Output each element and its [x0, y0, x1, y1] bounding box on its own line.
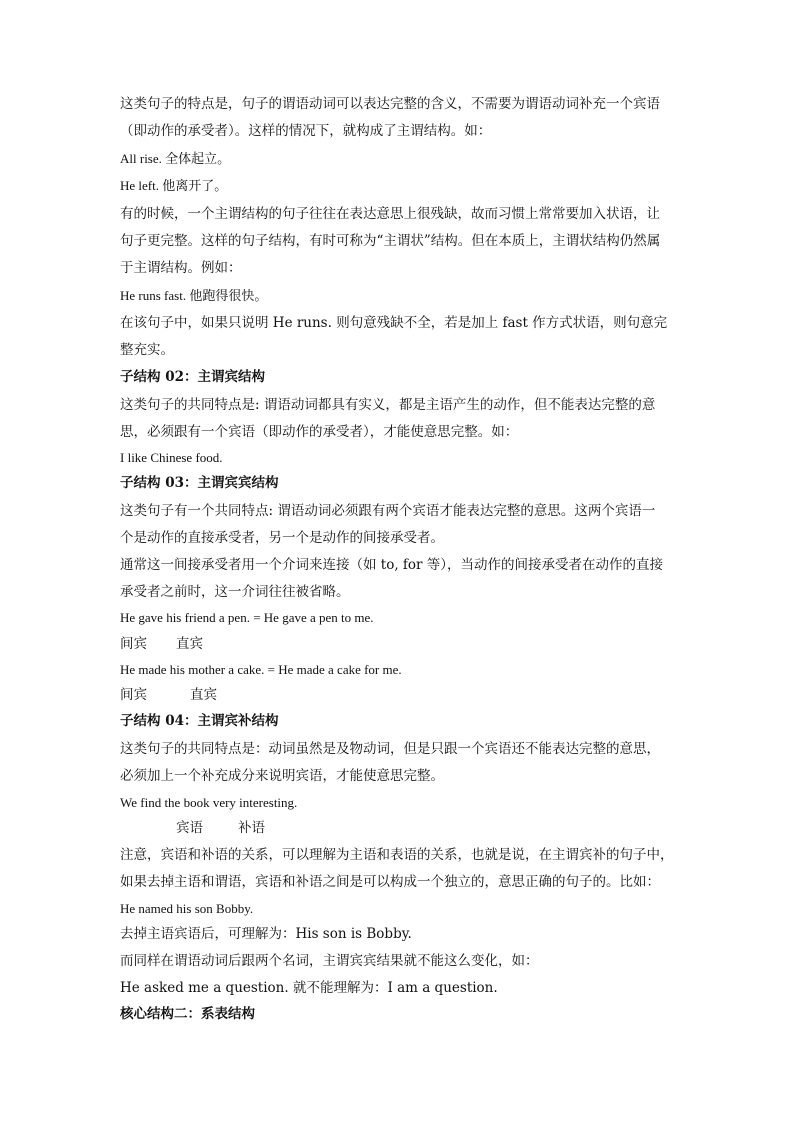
section-heading: 子结构 02：主谓宾结构	[120, 369, 265, 385]
grammar-label-complement: 补语	[238, 820, 265, 836]
paragraph-line: （即动作的承受者）。这样的情况下，就构成了主谓结构。如：	[120, 123, 492, 139]
paragraph-line: 这类句子的特点是，句子的谓语动词可以表达完整的含义，不需要为谓语动词补充一个宾语	[120, 96, 660, 112]
paragraph-line: 于主谓结构。例如：	[120, 260, 242, 276]
paragraph-line: 有的时候，一个主谓结构的句子往往在表达意思上很残缺，故而习惯上常常要加入状语，让	[120, 206, 660, 222]
paragraph-line: 这类句子有一个共同特点: 谓语动词必须跟有两个宾语才能表达完整的意思。这两个宾语一	[120, 503, 656, 519]
paragraph-line: 如果去掉主语和谓语，宾语和补语之间是可以构成一个独立的，意思正确的句子的。比如：	[120, 874, 660, 890]
example-sentence: I like Chinese food.	[120, 450, 223, 465]
paragraph-line: 而同样在谓语动词后跟两个名词，主谓宾宾结果就不能这么变化，如：	[120, 953, 539, 969]
example-sentence: He runs fast. 他跑得很快。	[120, 288, 268, 303]
paragraph-line: 必须加上一个补充成分来说明宾语，才能使意思完整。	[120, 768, 444, 784]
grammar-label-object: 宾语	[176, 820, 203, 836]
paragraph-line: 思，必须跟有一个宾语（即动作的承受者），才能使意思完整。如：	[120, 424, 519, 440]
example-sentence: He asked me a question. 就不能理解为：I am a question.	[120, 980, 498, 996]
grammar-label-indirect-object: 间宾	[120, 636, 147, 652]
paragraph-line: 承受者之前时，这一介词往往被省略。	[120, 584, 350, 600]
section-heading: 子结构 04：主谓宾补结构	[120, 713, 279, 729]
example-sentence: He made his mother a cake. = He made a cake for me.	[120, 662, 402, 677]
grammar-label-indirect-object: 间宾	[120, 687, 147, 703]
paragraph-line: 去掉主语宾语后，可理解为：His son is Bobby.	[120, 926, 412, 942]
paragraph-line: 这类句子的共同特点是：动词虽然是及物动词，但是只跟一个宾语还不能表达完整的意思，	[120, 741, 660, 757]
example-sentence: He left. 他离开了。	[120, 178, 228, 193]
section-heading: 子结构 03：主谓宾宾结构	[120, 475, 279, 491]
paragraph-line: 在该句子中，如果只说明 He runs. 则句意残缺不全，若是加上 fast 作方式状语，则句意完	[120, 315, 668, 331]
example-sentence: All rise. 全体起立。	[120, 151, 231, 166]
paragraph-line: 句子更完整。这样的句子结构，有时可称为“主谓状”结构。但在本质上，主谓状结构仍然属	[120, 233, 661, 249]
grammar-label-direct-object: 直宾	[190, 687, 217, 703]
paragraph-line: 整充实。	[120, 342, 174, 358]
example-sentence: He named his son Bobby.	[120, 901, 254, 916]
paragraph-line: 这类句子的共同特点是: 谓语动词都具有实义，都是主语产生的动作，但不能表达完整的意	[120, 397, 656, 413]
paragraph-line: 注意，宾语和补语的关系，可以理解为主语和表语的关系，也就是说，在主谓宾补的句子中，	[120, 847, 674, 863]
example-sentence: He gave his friend a pen. = He gave a pen to me.	[120, 610, 374, 625]
grammar-label-direct-object: 直宾	[176, 636, 203, 652]
example-sentence: We find the book very interesting.	[120, 795, 298, 810]
section-heading: 核心结构二：系表结构	[120, 1006, 255, 1022]
paragraph-line: 通常这一间接承受者用一个介词来连接（如 to, for 等），当动作的间接承受者在动作的直接	[120, 557, 664, 573]
paragraph-line: 个是动作的直接承受者，另一个是动作的间接承受者。	[120, 530, 444, 546]
